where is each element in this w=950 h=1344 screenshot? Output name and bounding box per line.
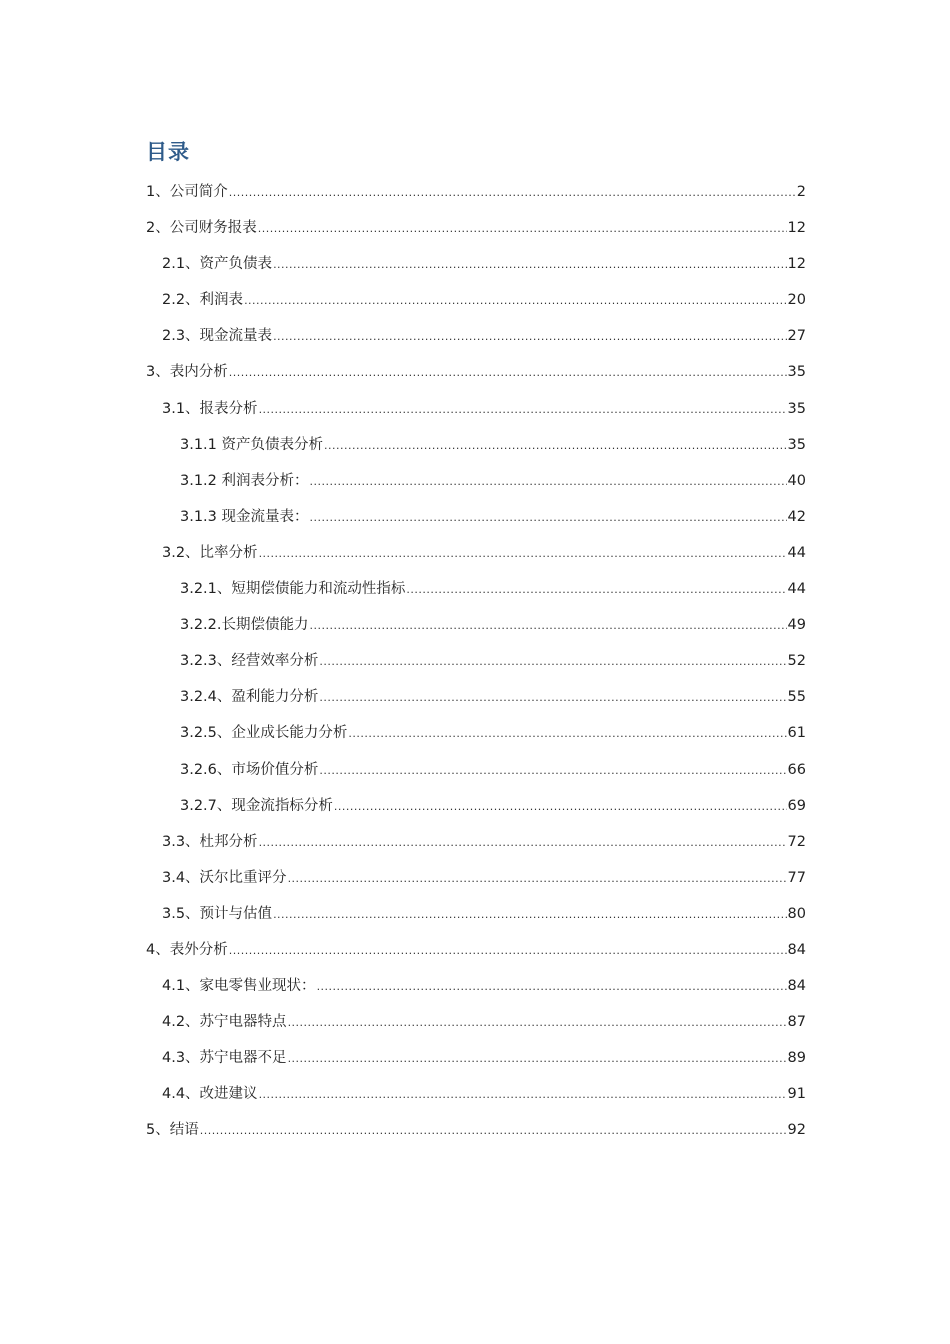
toc-entry[interactable] — [146, 391, 806, 427]
toc-entry-title: 3.2.3、经营效率分析 — [180, 653, 319, 670]
toc-dot-leader — [200, 1113, 787, 1149]
toc-dot-leader — [288, 1041, 787, 1077]
toc-entry-title: 3.2.1、短期偿债能力和流动性指标 — [180, 581, 406, 598]
toc-entry[interactable] — [146, 354, 806, 390]
toc-dot-leader — [229, 175, 796, 211]
toc-entry-title: 3.4、沃尔比重评分 — [162, 869, 287, 886]
toc-dot-leader — [244, 283, 786, 319]
toc-entry-page-number: 66 — [787, 761, 806, 778]
toc-entry[interactable] — [146, 824, 806, 860]
toc-dot-leader — [229, 355, 787, 391]
toc-entry-page-number: 77 — [787, 869, 806, 886]
toc-heading: 目录 — [146, 140, 190, 164]
toc-entry-title: 3.2.2.长期偿债能力 — [180, 617, 309, 634]
toc-entry-title: 2.2、利润表 — [162, 292, 244, 309]
toc-entry-title: 3.1、报表分析 — [162, 400, 258, 417]
toc-entry[interactable] — [146, 1076, 806, 1112]
toc-entry-page-number: 91 — [787, 1086, 806, 1103]
toc-entry-title: 4.1、家电零售业现状： — [162, 978, 316, 995]
toc-entry[interactable] — [146, 174, 806, 210]
toc-entry[interactable] — [146, 896, 806, 932]
toc-entry[interactable] — [146, 427, 806, 463]
toc-entry-title: 2.1、资产负债表 — [162, 256, 273, 273]
toc-entry[interactable] — [146, 282, 806, 318]
toc-entry[interactable] — [146, 210, 806, 246]
toc-entry[interactable] — [146, 715, 806, 751]
toc-entry[interactable] — [146, 607, 806, 643]
toc-dot-leader — [229, 933, 787, 969]
toc-entry-title: 3.2.7、现金流指标分析 — [180, 797, 333, 814]
toc-dot-leader — [319, 753, 786, 789]
toc-entry-page-number: 52 — [787, 653, 806, 670]
toc-dot-leader — [288, 1005, 787, 1041]
toc-entry[interactable] — [146, 679, 806, 715]
toc-entry-title: 3.2.5、企业成长能力分析 — [180, 725, 348, 742]
toc-entry[interactable] — [146, 499, 806, 535]
toc-entry-page-number: 35 — [787, 400, 806, 417]
toc-entry-page-number: 84 — [787, 978, 806, 995]
toc-dot-leader — [406, 572, 786, 608]
toc-dot-leader — [324, 428, 787, 464]
toc-entry-title: 3.3、杜邦分析 — [162, 833, 258, 850]
toc-entry-title: 3、表内分析 — [146, 364, 228, 381]
toc-entry-page-number: 20 — [787, 292, 806, 309]
toc-dot-leader — [310, 608, 787, 644]
toc-entry-page-number: 42 — [787, 508, 806, 525]
toc-dot-leader — [288, 861, 787, 897]
toc-entry-page-number: 92 — [787, 1122, 806, 1139]
toc-entry-page-number: 84 — [787, 941, 806, 958]
toc-dot-leader — [273, 897, 786, 933]
toc-dot-leader — [259, 825, 787, 861]
toc-entry-title: 4.2、苏宁电器特点 — [162, 1014, 287, 1031]
toc-entry-title: 4.4、改进建议 — [162, 1086, 258, 1103]
toc-entry[interactable] — [146, 1112, 806, 1148]
toc-dot-leader — [258, 211, 787, 247]
toc-dot-leader — [259, 392, 787, 428]
toc-entry-page-number: 2 — [796, 184, 806, 200]
toc-dot-leader — [310, 464, 787, 500]
toc-entry-page-number: 27 — [787, 328, 806, 345]
toc-entry-title: 3.2.4、盈利能力分析 — [180, 689, 319, 706]
toc-entry-page-number: 72 — [787, 833, 806, 850]
toc-entry-title: 3.1.3 现金流量表： — [180, 508, 309, 525]
toc-entry[interactable] — [146, 788, 806, 824]
toc-entry-title: 2.3、现金流量表 — [162, 328, 273, 345]
toc-entry-title: 1、公司简介 — [146, 184, 228, 200]
toc-list — [146, 174, 806, 1149]
toc-entry-page-number: 44 — [787, 544, 806, 561]
toc-dot-leader — [348, 716, 786, 752]
toc-entry[interactable] — [146, 571, 806, 607]
toc-entry[interactable] — [146, 643, 806, 679]
toc-entry[interactable] — [146, 535, 806, 571]
toc-entry[interactable] — [146, 968, 806, 1004]
toc-entry-title: 2、公司财务报表 — [146, 220, 257, 237]
toc-dot-leader — [334, 789, 787, 825]
toc-entry-page-number: 89 — [787, 1050, 806, 1067]
toc-dot-leader — [310, 500, 787, 536]
toc-dot-leader — [259, 536, 787, 572]
toc-entry[interactable] — [146, 1004, 806, 1040]
toc-entry-page-number: 35 — [787, 436, 806, 453]
toc-entry[interactable] — [146, 752, 806, 788]
toc-entry-title: 3.1.2 利润表分析： — [180, 472, 309, 489]
toc-dot-leader — [319, 680, 786, 716]
toc-entry-page-number: 40 — [787, 472, 806, 489]
toc-entry[interactable] — [146, 1040, 806, 1076]
toc-entry[interactable] — [146, 463, 806, 499]
toc-entry-page-number: 49 — [787, 617, 806, 634]
toc-entry-title: 4、表外分析 — [146, 941, 228, 958]
toc-entry-page-number: 12 — [787, 256, 806, 273]
toc-entry[interactable] — [146, 246, 806, 282]
toc-entry[interactable] — [146, 318, 806, 354]
toc-entry-page-number: 12 — [787, 220, 806, 237]
toc-entry-page-number: 80 — [787, 905, 806, 922]
toc-entry-page-number: 55 — [787, 689, 806, 706]
toc-entry-title: 3.5、预计与估值 — [162, 905, 273, 922]
toc-entry-page-number: 61 — [787, 725, 806, 742]
toc-entry-title: 3.2、比率分析 — [162, 544, 258, 561]
toc-dot-leader — [273, 247, 786, 283]
toc-dot-leader — [317, 969, 787, 1005]
toc-entry-page-number: 69 — [787, 797, 806, 814]
toc-entry-page-number: 44 — [787, 581, 806, 598]
toc-entry-title: 5、结语 — [146, 1122, 199, 1139]
toc-entry-page-number: 87 — [787, 1014, 806, 1031]
toc-entry[interactable] — [146, 932, 806, 968]
toc-dot-leader — [273, 319, 786, 355]
toc-entry-title: 4.3、苏宁电器不足 — [162, 1050, 287, 1067]
toc-entry-title: 3.2.6、市场价值分析 — [180, 761, 319, 778]
toc-entry-title: 3.1.1 资产负债表分析 — [180, 436, 324, 453]
toc-dot-leader — [259, 1077, 787, 1113]
toc-dot-leader — [319, 644, 786, 680]
toc-entry-page-number: 35 — [787, 364, 806, 381]
toc-entry[interactable] — [146, 860, 806, 896]
